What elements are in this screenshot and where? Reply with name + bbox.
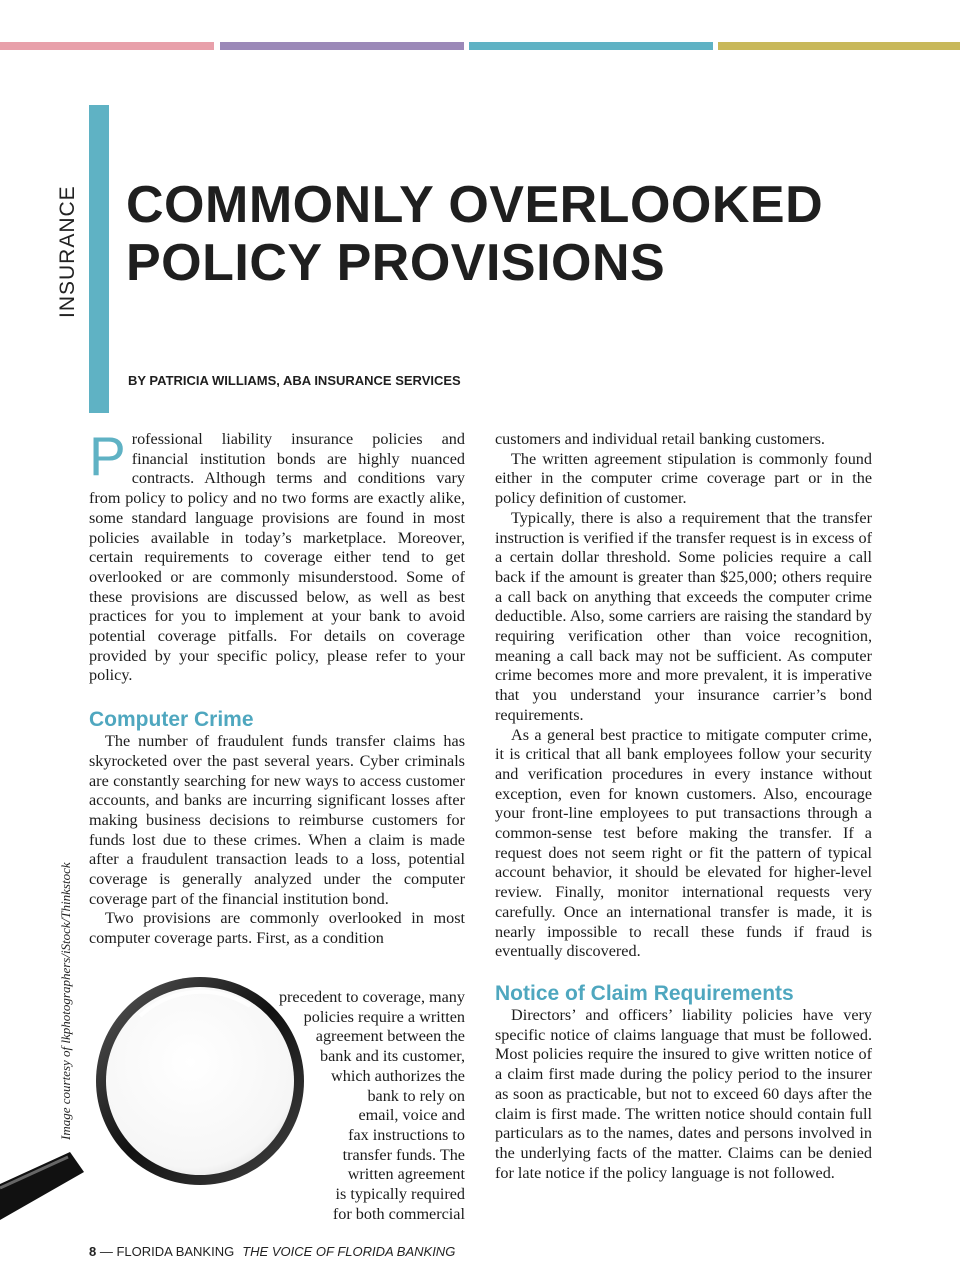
wrap-line: transfer funds. The [342, 1145, 465, 1164]
notice-of-claim-paragraph-1: Directors’ and officers’ liability policies have very specific notice of claims language that must be followed. Most policies require the insured to give written notice of a claim first made during the policy period to the insurer as soon as practicable, but not to exceed 60 days after the claim is first made. The written notice should contain full particulars as to the names, dates and persons involved in the underlying facts of the matter. Claims can be denied for late notice if the policy language is not followed. [495, 1005, 872, 1182]
continued-paragraph: customers and individual retail banking customers. [495, 430, 825, 448]
intro-text: rofessional liability insurance policies and financial institution bonds are highly nuanced contracts. Although terms and conditions vary from policy to policy and no two forms are exactly alike, some standard language provisions are found in most policies available in today’s marketplace. Moreover, certain requirements to coverage either tend to get overlooked or are commonly misunderstood. Some of these provisions are discussed below, as well as best practices for you to implement at your bank to avoid potential coverage pitfalls. For details on coverage provided by your specific policy, please refer to your policy. [89, 430, 465, 685]
computer-crime-paragraph-2: Two provisions are commonly overlooked in most computer coverage parts. First, as a condition [89, 909, 465, 948]
decorative-bar-teal [469, 42, 713, 50]
wrap-line: for both commercial [332, 1204, 465, 1223]
computer-crime-paragraph-4: Typically, there is also a requirement that the transfer instruction is verified if the transfer request is in excess of a certain dollar threshold. Some policies require a call back if the amount is greater than $25,000; others require a call back on anything that exceeds the computer crime deductible. Also, some carriers are raising the standard by requiring verification other than voice recognition, meaning a call back may not be sufficient. As computer crime becomes more and more prevalent, it is imperative that you understand your insurance carrier’s bond requirements. [495, 508, 872, 724]
computer-crime-paragraph-3: The written agreement stipulation is commonly found either in the computer crime coverage part or in the policy definition of customer. [495, 449, 872, 508]
footer-separator: — [96, 1244, 117, 1259]
article-column-left [89, 425, 465, 949]
byline: BY PATRICIA WILLIAMS, ABA INSURANCE SERVICES [128, 373, 461, 388]
decorative-bar-pink [0, 42, 214, 50]
publication-name: FLORIDA BANKING [116, 1244, 235, 1259]
computer-crime-paragraph-1: The number of fraudulent funds transfer claims has skyrocketed over the past several years. Cyber criminals are constantly searching for new ways to access customer accounts, and banks are incurring significant losses after making business decisions to reimburse customers for funds lost due to these crimes. When a claim is made after a fraudulent transaction leads to a loss, potential coverage is generally analyzed under the computer coverage part of the financial institution bond. [89, 732, 465, 908]
accent-rule [89, 105, 109, 413]
title-line-2: POLICY PROVISIONS [126, 234, 666, 292]
heading-computer-crime: Computer Crime [89, 708, 254, 732]
intro-paragraph [89, 425, 465, 686]
page-title [126, 176, 926, 292]
decorative-bar-gold [718, 42, 960, 50]
wrap-line: fax instructions to [348, 1125, 465, 1144]
wrap-line: bank to rely on [367, 1086, 465, 1105]
wrap-line: is typically required [335, 1185, 465, 1204]
wrap-line: which authorizes the [331, 1066, 465, 1085]
image-credit: Image courtesy of lkphotographers/iStock/Thinkstock [58, 862, 73, 1140]
wrap-line: written agreement [347, 1165, 465, 1184]
wrap-line: agreement between the [315, 1027, 465, 1046]
computer-crime-paragraph-5: As a general best practice to mitigate computer crime, it is critical that all bank employees follow your security and verification procedures in every instance without exception, even for known customers. Also, encourage your front-line employees to put transactions through a common-sense test before making the transfer. If a request does not seem right or fit the pattern of typical account behavior, it should be elevated for higher-level review. Finally, monitor international requests very carefully. Once an international transfer is made, it is nearly impossible to recall these funds if fraud is eventually discovered. [495, 725, 872, 961]
drop-cap: P [89, 425, 126, 487]
wrap-line: email, voice and [358, 1106, 465, 1125]
wrap-line: precedent to coverage, many [278, 988, 465, 1006]
article-column-right [495, 430, 872, 1183]
title-line-1: COMMONLY OVERLOOKED [126, 176, 824, 234]
decorative-bar-purple [220, 42, 464, 50]
publication-tagline: THE VOICE OF FLORIDA BANKING [242, 1244, 456, 1259]
page-number: 8 [89, 1244, 97, 1259]
heading-notice-of-claim: Notice of Claim Requirements [495, 981, 794, 1005]
wrapped-text-block [232, 988, 465, 1224]
section-label: INSURANCE [56, 185, 79, 318]
wrap-line: bank and its customer, [319, 1047, 465, 1066]
page-footer [89, 1244, 455, 1259]
wrap-line: policies require a written [303, 1007, 465, 1026]
